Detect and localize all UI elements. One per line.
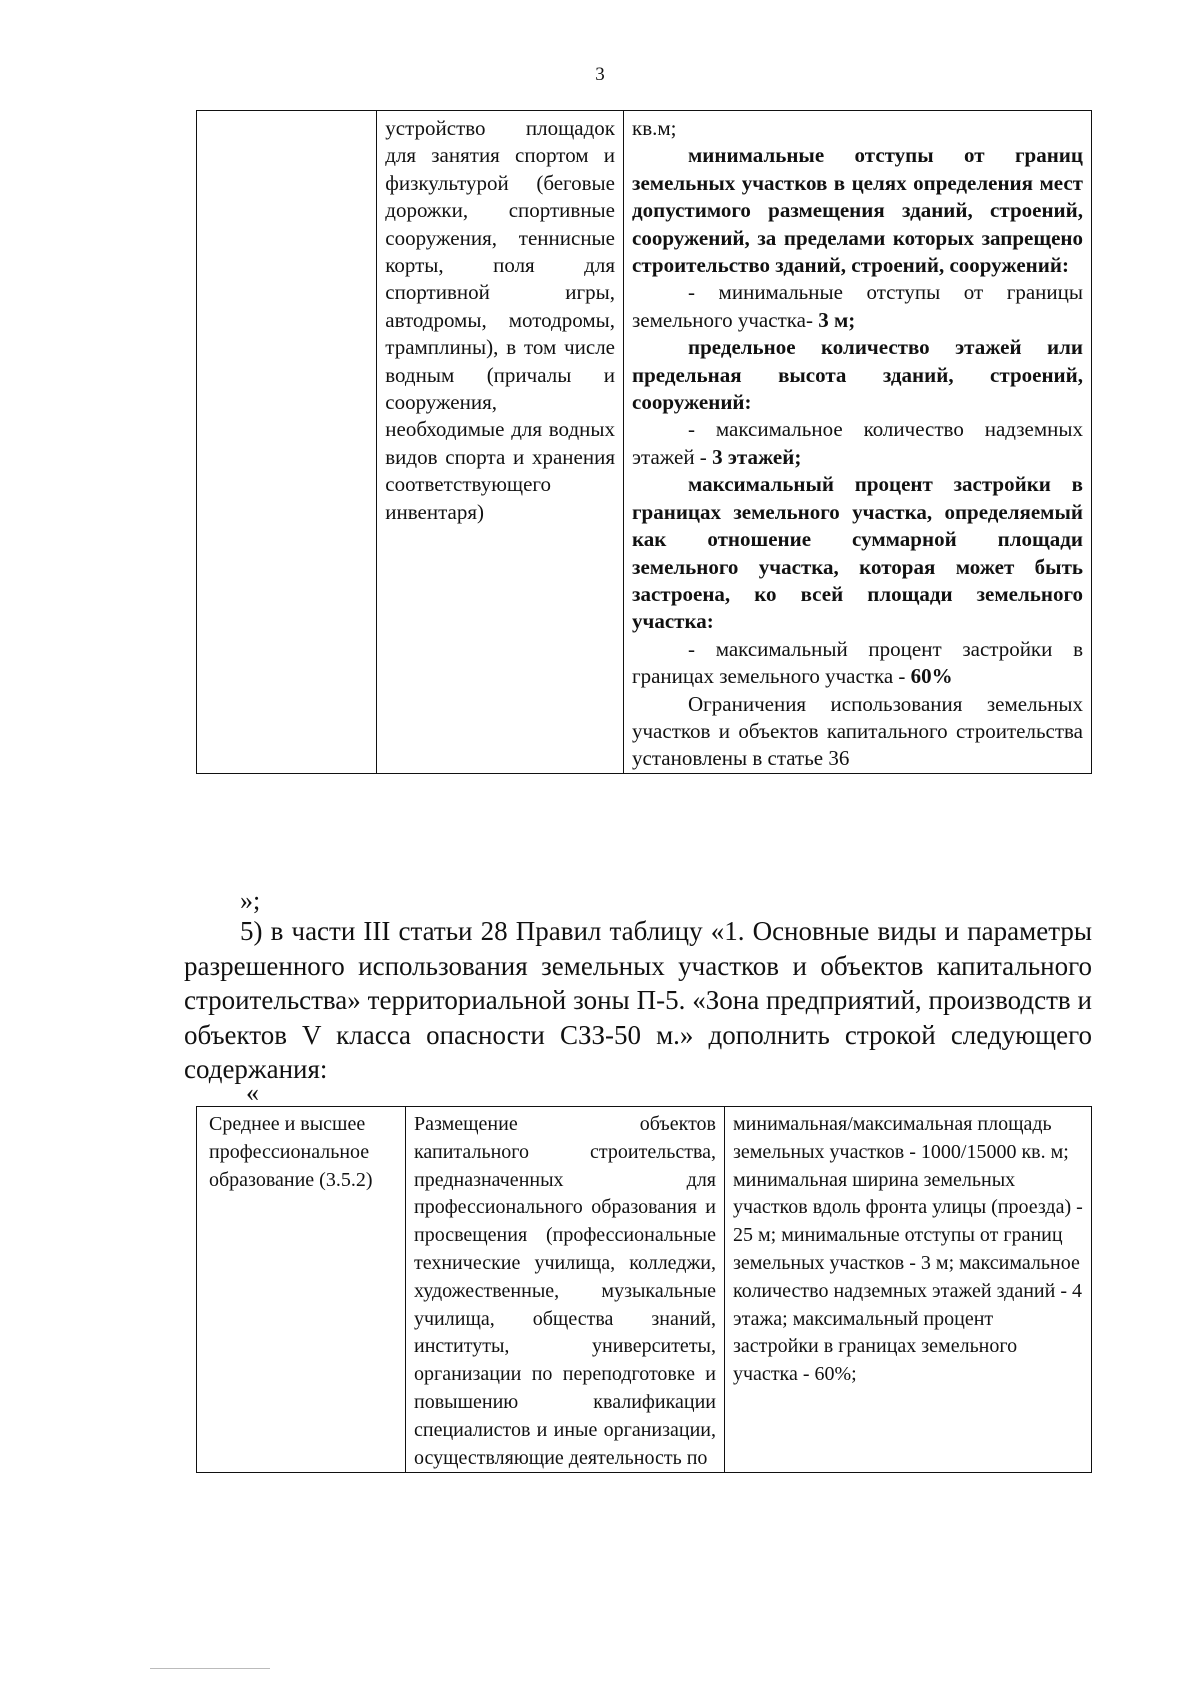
setbacks-heading: минимальные отступы от границ земельных участков в целях определения мест допустимого размещения зданий, строений, сооружений, за пределами которых запрещено строительство зданий, строений, сооружений: bbox=[632, 143, 1083, 278]
table-row bbox=[197, 111, 1092, 774]
footer-divider bbox=[150, 1668, 270, 1669]
area-unit-line: кв.м; bbox=[632, 116, 677, 140]
zone-parameters-table-continued bbox=[196, 110, 1092, 774]
coverage-value: 60% bbox=[910, 664, 953, 689]
table-row bbox=[197, 1107, 1092, 1473]
setbacks-text bbox=[632, 279, 1083, 334]
table-cell-use-description: Размещение объектов капитального строительства, предназначенных для профессионального образования и просвещения (профессиональные технические училища, колледжи, художественные, музыкальные училища, общества знаний, институты, университеты, организации по переподготовке и повышению квалификации специалистов и иные организации, осуществляющие деятельность по bbox=[406, 1107, 725, 1473]
zone-p5-new-row-table bbox=[196, 1106, 1092, 1473]
floors-value: 3 этажей; bbox=[712, 444, 802, 469]
coverage-text bbox=[632, 636, 1083, 691]
page-number: 3 bbox=[595, 64, 605, 85]
amendment-text: 5) в части III статьи 28 Правил таблицу «1. Основные виды и параметры разрешенного использования земельных участков и объектов капитального строительства» территориальной зоны П-5. «Зона предприятий, производств и объектов V класса опасности СЗЗ-50 м.» дополнить строкой следующего содержания: bbox=[184, 916, 1092, 1084]
amendment-paragraph bbox=[184, 914, 1092, 1087]
restrictions-text: Ограничения использования земельных участков и объектов капитального строительства установлены в статье 36 bbox=[632, 691, 1083, 771]
table-cell-parameters: минимальная/максимальная площадь земельных участков - 1000/15000 кв. м; минимальная ширина земельных участков вдоль фронта улицы (проезда) - 25 м; минимальные отступы от границ земельных участков - 3 м; максимальное количество надземных этажей зданий - 4 этажа; максимальный процент застройки в границах земельного участка - 60%; bbox=[725, 1107, 1092, 1473]
floors-text bbox=[632, 416, 1083, 471]
floors-label: - максимальное количество надземных этажей - bbox=[632, 417, 1083, 469]
coverage-label: - максимальный процент застройки в границах земельного участка - bbox=[632, 636, 1083, 689]
table-cell-use-description: устройство площадок для занятия спортом и физкультурой (беговые дорожки, спортивные сооружения, теннисные корты, поля для спортивной игры, автодромы, мотодромы, трамплины), в том числе водным (причалы и сооружения, необходимые для водных видов спорта и хранения соответствующего инвентаря) bbox=[377, 111, 624, 774]
coverage-heading: максимальный процент застройки в границах земельного участка, определяемый как отношение суммарной площади земельного участка, которая может быть застроена, ко всей площади земельного участка: bbox=[632, 472, 1083, 634]
closing-quote: »; bbox=[240, 886, 261, 915]
floors-heading: предельное количество этажей или предельная высота зданий, строений, сооружений: bbox=[632, 335, 1083, 415]
opening-quote: « bbox=[246, 1078, 259, 1107]
table-cell-parameters bbox=[624, 111, 1092, 774]
setbacks-value: 3 м; bbox=[818, 307, 856, 332]
table-cell-use-type: Среднее и высшее профессиональное образование (3.5.2) bbox=[197, 1107, 406, 1473]
table-cell-use-type bbox=[197, 111, 377, 774]
setbacks-label: - минимальные отступы от границы земельного участка- bbox=[632, 280, 1083, 332]
